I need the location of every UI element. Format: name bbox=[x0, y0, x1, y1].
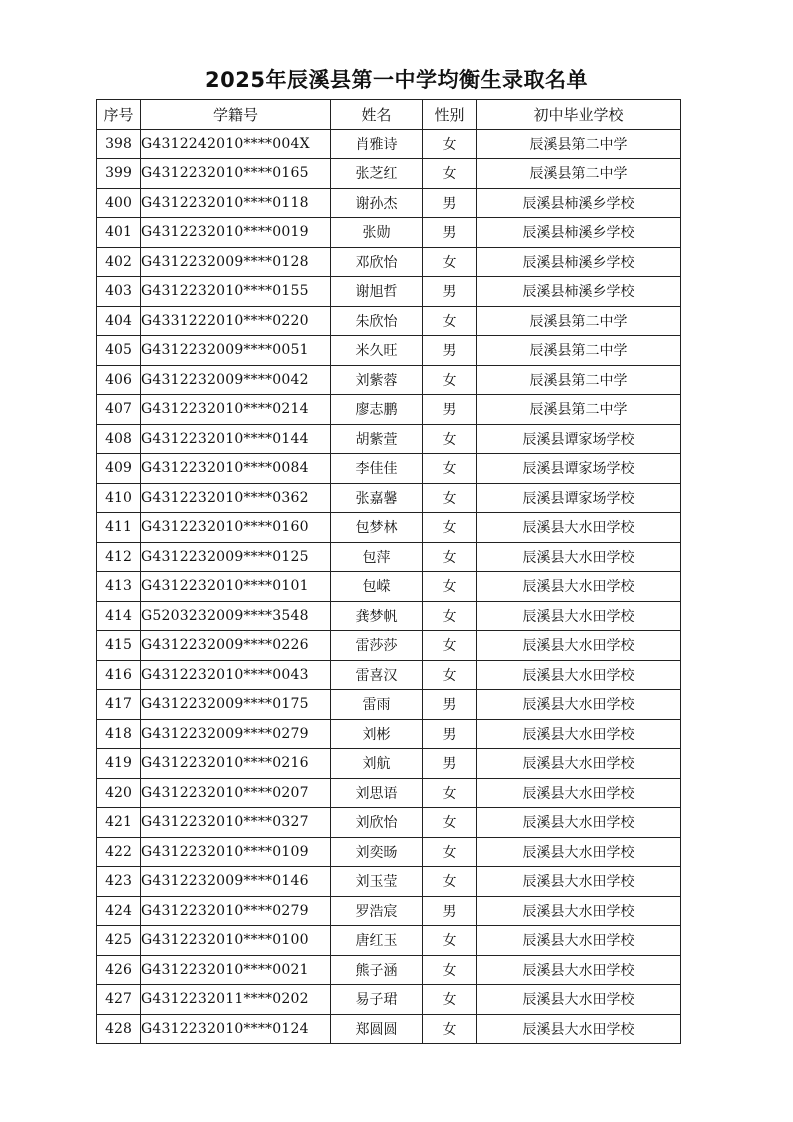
seq-cell: 409 bbox=[97, 454, 141, 484]
header-student-id: 学籍号 bbox=[141, 100, 331, 130]
name-cell: 包嵘 bbox=[331, 572, 423, 602]
gender-cell: 女 bbox=[423, 454, 477, 484]
name-cell: 谢孙杰 bbox=[331, 188, 423, 218]
name-cell: 刘玉莹 bbox=[331, 867, 423, 897]
name-cell: 龚梦帆 bbox=[331, 601, 423, 631]
gender-cell: 男 bbox=[423, 395, 477, 425]
name-cell: 肖雅诗 bbox=[331, 129, 423, 159]
name-cell: 张嘉馨 bbox=[331, 483, 423, 513]
name-cell: 罗浩宸 bbox=[331, 896, 423, 926]
seq-cell: 420 bbox=[97, 778, 141, 808]
name-cell: 廖志鹏 bbox=[331, 395, 423, 425]
table-row bbox=[97, 867, 681, 897]
gender-cell: 女 bbox=[423, 1014, 477, 1044]
table-header-row bbox=[97, 100, 681, 130]
gender-cell: 女 bbox=[423, 483, 477, 513]
header-name: 姓名 bbox=[331, 100, 423, 130]
seq-cell: 419 bbox=[97, 749, 141, 779]
name-cell: 雷喜汉 bbox=[331, 660, 423, 690]
name-cell: 李佳佳 bbox=[331, 454, 423, 484]
student-id-cell: G4312232009****0051 bbox=[141, 336, 331, 366]
seq-cell: 425 bbox=[97, 926, 141, 956]
table-row bbox=[97, 631, 681, 661]
school-cell: 辰溪县大水田学校 bbox=[477, 542, 681, 572]
table-row bbox=[97, 837, 681, 867]
school-cell: 辰溪县大水田学校 bbox=[477, 896, 681, 926]
page-title: 2025年辰溪县第一中学均衡生录取名单 bbox=[205, 68, 588, 92]
student-id-cell: G4312232011****0202 bbox=[141, 985, 331, 1015]
table-row bbox=[97, 955, 681, 985]
student-id-cell: G4312232010****0118 bbox=[141, 188, 331, 218]
name-cell: 刘奕旸 bbox=[331, 837, 423, 867]
student-id-cell: G4312232010****0019 bbox=[141, 218, 331, 248]
table-row bbox=[97, 247, 681, 277]
table-row bbox=[97, 690, 681, 720]
gender-cell: 女 bbox=[423, 513, 477, 543]
seq-cell: 426 bbox=[97, 955, 141, 985]
gender-cell: 男 bbox=[423, 188, 477, 218]
table-row bbox=[97, 129, 681, 159]
gender-cell: 女 bbox=[423, 424, 477, 454]
student-id-cell: G4312232010****0101 bbox=[141, 572, 331, 602]
gender-cell: 女 bbox=[423, 247, 477, 277]
seq-cell: 423 bbox=[97, 867, 141, 897]
seq-cell: 428 bbox=[97, 1014, 141, 1044]
school-cell: 辰溪县大水田学校 bbox=[477, 572, 681, 602]
seq-cell: 411 bbox=[97, 513, 141, 543]
table-row bbox=[97, 896, 681, 926]
seq-cell: 408 bbox=[97, 424, 141, 454]
seq-cell: 410 bbox=[97, 483, 141, 513]
gender-cell: 女 bbox=[423, 601, 477, 631]
seq-cell: 414 bbox=[97, 601, 141, 631]
student-id-cell: G4331222010****0220 bbox=[141, 306, 331, 336]
school-cell: 辰溪县谭家场学校 bbox=[477, 424, 681, 454]
table-row bbox=[97, 336, 681, 366]
seq-cell: 415 bbox=[97, 631, 141, 661]
name-cell: 雷雨 bbox=[331, 690, 423, 720]
school-cell: 辰溪县谭家场学校 bbox=[477, 483, 681, 513]
table-row bbox=[97, 424, 681, 454]
school-cell: 辰溪县第二中学 bbox=[477, 159, 681, 189]
seq-cell: 406 bbox=[97, 365, 141, 395]
name-cell: 刘欣怡 bbox=[331, 808, 423, 838]
table-row bbox=[97, 926, 681, 956]
gender-cell: 女 bbox=[423, 955, 477, 985]
school-cell: 辰溪县柿溪乡学校 bbox=[477, 277, 681, 307]
table-row bbox=[97, 778, 681, 808]
header-seq: 序号 bbox=[97, 100, 141, 130]
student-id-cell: G4312232010****0021 bbox=[141, 955, 331, 985]
school-cell: 辰溪县大水田学校 bbox=[477, 778, 681, 808]
gender-cell: 女 bbox=[423, 867, 477, 897]
seq-cell: 412 bbox=[97, 542, 141, 572]
school-cell: 辰溪县大水田学校 bbox=[477, 867, 681, 897]
student-id-cell: G4312242010****004X bbox=[141, 129, 331, 159]
name-cell: 朱欣怡 bbox=[331, 306, 423, 336]
table-row bbox=[97, 513, 681, 543]
name-cell: 米久旺 bbox=[331, 336, 423, 366]
seq-cell: 417 bbox=[97, 690, 141, 720]
student-id-cell: G4312232009****0226 bbox=[141, 631, 331, 661]
table-row bbox=[97, 601, 681, 631]
seq-cell: 404 bbox=[97, 306, 141, 336]
school-cell: 辰溪县大水田学校 bbox=[477, 985, 681, 1015]
student-id-cell: G4312232010****0216 bbox=[141, 749, 331, 779]
table-row bbox=[97, 660, 681, 690]
school-cell: 辰溪县第二中学 bbox=[477, 365, 681, 395]
seq-cell: 407 bbox=[97, 395, 141, 425]
table-row bbox=[97, 483, 681, 513]
student-id-cell: G4312232010****0165 bbox=[141, 159, 331, 189]
name-cell: 包梦林 bbox=[331, 513, 423, 543]
seq-cell: 399 bbox=[97, 159, 141, 189]
table-row bbox=[97, 395, 681, 425]
name-cell: 张芝红 bbox=[331, 159, 423, 189]
table-row bbox=[97, 572, 681, 602]
table-body bbox=[97, 129, 681, 1044]
school-cell: 辰溪县大水田学校 bbox=[477, 808, 681, 838]
gender-cell: 女 bbox=[423, 365, 477, 395]
student-id-cell: G4312232010****0043 bbox=[141, 660, 331, 690]
student-id-cell: G4312232009****0175 bbox=[141, 690, 331, 720]
school-cell: 辰溪县大水田学校 bbox=[477, 660, 681, 690]
table-row bbox=[97, 808, 681, 838]
student-id-cell: G4312232010****0327 bbox=[141, 808, 331, 838]
gender-cell: 女 bbox=[423, 631, 477, 661]
student-id-cell: G4312232010****0109 bbox=[141, 837, 331, 867]
student-id-cell: G4312232010****0084 bbox=[141, 454, 331, 484]
seq-cell: 400 bbox=[97, 188, 141, 218]
gender-cell: 女 bbox=[423, 837, 477, 867]
name-cell: 张勋 bbox=[331, 218, 423, 248]
name-cell: 胡紫萱 bbox=[331, 424, 423, 454]
student-id-cell: G4312232009****0146 bbox=[141, 867, 331, 897]
header-school: 初中毕业学校 bbox=[477, 100, 681, 130]
table-row bbox=[97, 749, 681, 779]
student-id-cell: G4312232009****0279 bbox=[141, 719, 331, 749]
student-id-cell: G4312232010****0362 bbox=[141, 483, 331, 513]
name-cell: 刘航 bbox=[331, 749, 423, 779]
name-cell: 邓欣怡 bbox=[331, 247, 423, 277]
name-cell: 易子珺 bbox=[331, 985, 423, 1015]
student-id-cell: G4312232009****0125 bbox=[141, 542, 331, 572]
seq-cell: 424 bbox=[97, 896, 141, 926]
gender-cell: 女 bbox=[423, 129, 477, 159]
gender-cell: 男 bbox=[423, 719, 477, 749]
table-row bbox=[97, 365, 681, 395]
student-id-cell: G4312232010****0155 bbox=[141, 277, 331, 307]
admission-table bbox=[96, 99, 681, 1044]
seq-cell: 422 bbox=[97, 837, 141, 867]
gender-cell: 女 bbox=[423, 985, 477, 1015]
gender-cell: 女 bbox=[423, 306, 477, 336]
student-id-cell: G4312232009****0128 bbox=[141, 247, 331, 277]
table-row bbox=[97, 454, 681, 484]
school-cell: 辰溪县大水田学校 bbox=[477, 631, 681, 661]
seq-cell: 413 bbox=[97, 572, 141, 602]
school-cell: 辰溪县柿溪乡学校 bbox=[477, 188, 681, 218]
seq-cell: 405 bbox=[97, 336, 141, 366]
gender-cell: 男 bbox=[423, 690, 477, 720]
table-row bbox=[97, 542, 681, 572]
gender-cell: 男 bbox=[423, 336, 477, 366]
table-row bbox=[97, 719, 681, 749]
seq-cell: 418 bbox=[97, 719, 141, 749]
name-cell: 包萍 bbox=[331, 542, 423, 572]
table-row bbox=[97, 985, 681, 1015]
gender-cell: 女 bbox=[423, 159, 477, 189]
student-id-cell: G4312232009****0042 bbox=[141, 365, 331, 395]
school-cell: 辰溪县第二中学 bbox=[477, 129, 681, 159]
school-cell: 辰溪县大水田学校 bbox=[477, 513, 681, 543]
name-cell: 唐红玉 bbox=[331, 926, 423, 956]
student-id-cell: G4312232010****0214 bbox=[141, 395, 331, 425]
student-id-cell: G4312232010****0279 bbox=[141, 896, 331, 926]
name-cell: 刘思语 bbox=[331, 778, 423, 808]
table-row bbox=[97, 218, 681, 248]
gender-cell: 女 bbox=[423, 542, 477, 572]
table-row bbox=[97, 159, 681, 189]
gender-cell: 男 bbox=[423, 896, 477, 926]
name-cell: 刘彬 bbox=[331, 719, 423, 749]
name-cell: 雷莎莎 bbox=[331, 631, 423, 661]
name-cell: 熊子涵 bbox=[331, 955, 423, 985]
student-id-cell: G4312232010****0207 bbox=[141, 778, 331, 808]
name-cell: 刘紫蓉 bbox=[331, 365, 423, 395]
seq-cell: 403 bbox=[97, 277, 141, 307]
school-cell: 辰溪县第二中学 bbox=[477, 336, 681, 366]
school-cell: 辰溪县大水田学校 bbox=[477, 955, 681, 985]
name-cell: 郑圆圆 bbox=[331, 1014, 423, 1044]
gender-cell: 男 bbox=[423, 749, 477, 779]
school-cell: 辰溪县柿溪乡学校 bbox=[477, 247, 681, 277]
school-cell: 辰溪县柿溪乡学校 bbox=[477, 218, 681, 248]
student-id-cell: G4312232010****0144 bbox=[141, 424, 331, 454]
gender-cell: 男 bbox=[423, 218, 477, 248]
gender-cell: 女 bbox=[423, 926, 477, 956]
seq-cell: 401 bbox=[97, 218, 141, 248]
seq-cell: 402 bbox=[97, 247, 141, 277]
gender-cell: 女 bbox=[423, 660, 477, 690]
school-cell: 辰溪县大水田学校 bbox=[477, 719, 681, 749]
gender-cell: 女 bbox=[423, 778, 477, 808]
gender-cell: 男 bbox=[423, 277, 477, 307]
student-id-cell: G4312232010****0100 bbox=[141, 926, 331, 956]
school-cell: 辰溪县第二中学 bbox=[477, 395, 681, 425]
seq-cell: 398 bbox=[97, 129, 141, 159]
school-cell: 辰溪县大水田学校 bbox=[477, 690, 681, 720]
table-row bbox=[97, 1014, 681, 1044]
table-row bbox=[97, 277, 681, 307]
seq-cell: 427 bbox=[97, 985, 141, 1015]
school-cell: 辰溪县大水田学校 bbox=[477, 601, 681, 631]
gender-cell: 女 bbox=[423, 808, 477, 838]
header-gender: 性别 bbox=[423, 100, 477, 130]
school-cell: 辰溪县大水田学校 bbox=[477, 749, 681, 779]
seq-cell: 416 bbox=[97, 660, 141, 690]
school-cell: 辰溪县大水田学校 bbox=[477, 1014, 681, 1044]
student-id-cell: G5203232009****3548 bbox=[141, 601, 331, 631]
student-id-cell: G4312232010****0160 bbox=[141, 513, 331, 543]
school-cell: 辰溪县谭家场学校 bbox=[477, 454, 681, 484]
seq-cell: 421 bbox=[97, 808, 141, 838]
table-row bbox=[97, 188, 681, 218]
school-cell: 辰溪县大水田学校 bbox=[477, 837, 681, 867]
school-cell: 辰溪县大水田学校 bbox=[477, 926, 681, 956]
student-id-cell: G4312232010****0124 bbox=[141, 1014, 331, 1044]
school-cell: 辰溪县第二中学 bbox=[477, 306, 681, 336]
table-row bbox=[97, 306, 681, 336]
name-cell: 谢旭哲 bbox=[331, 277, 423, 307]
gender-cell: 女 bbox=[423, 572, 477, 602]
